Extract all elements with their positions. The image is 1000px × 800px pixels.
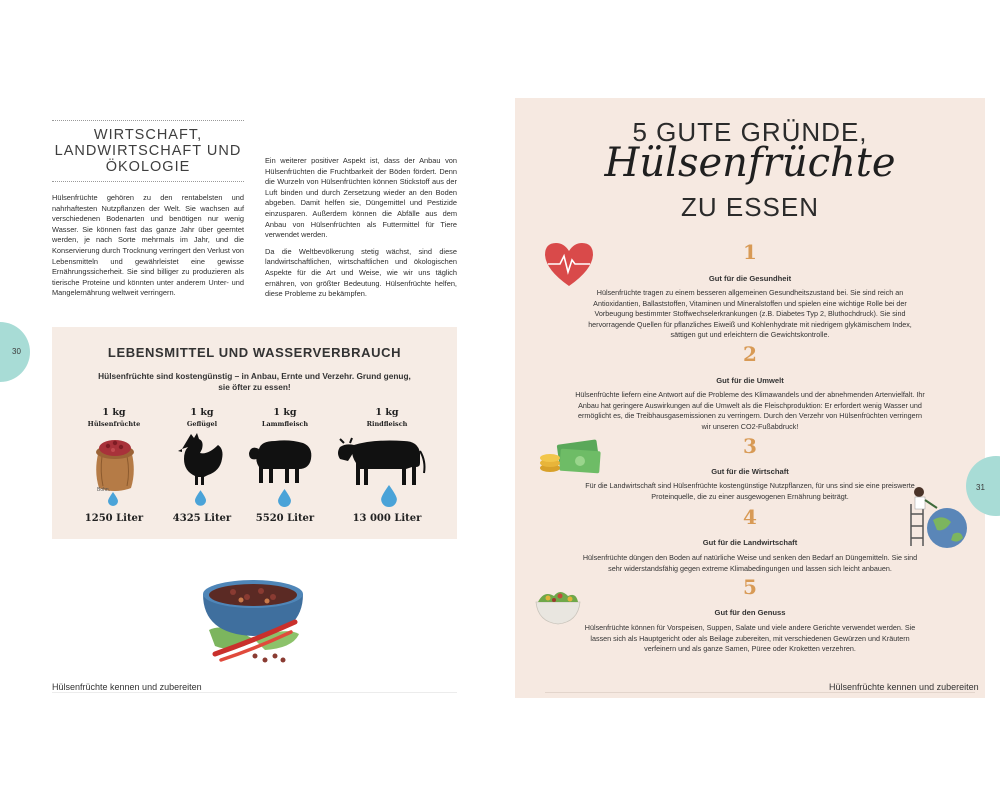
reason-heading: Gut für die Umwelt: [716, 376, 784, 385]
reason-number: 2: [743, 342, 757, 366]
title-line-1: 5 GUTE GRÜNDE,: [632, 117, 868, 147]
title-line-2: Hülsenfrüchte: [604, 140, 896, 186]
liters-value: 13 000 Liter: [352, 513, 422, 524]
page-number: 30: [12, 347, 21, 356]
footer-rule: [545, 692, 975, 693]
paragraph: Hülsenfrüchte gehören zu den rentabelsten und nahrhaftesten Nutzpflanzen der Welt. Sie wachsen auf verschiedenen Bodenarten und benötigen nur wenig Wasser. Sie können fast das ganze Jahr über geerntet werden, je nach Sorte mehrmals im Jahr, und die Konservierung durch Trocknung verringert den Verlust von Lebensmitteln und gewährleistet eine gewisse Ernährungssicherheit. Sie sind billiger zu produzieren als tierische Proteine und könnten unter anderem Unter- und Mangelernährung weltweit verringern.: [52, 193, 244, 298]
water-drop-icon: [108, 492, 118, 506]
food-name: Lammfleisch: [261, 420, 309, 428]
footer-text: Hülsenfrüchte kennen und zubereiten: [829, 682, 979, 692]
water-drop-icon: [195, 490, 206, 506]
liters-value: 5520 Liter: [255, 513, 315, 524]
bean-bowl-illustration: [195, 570, 315, 666]
reason-text: Für die Landwirtschaft sind Hülsenfrüchte kostengünstige Nutzpflanzen, für uns sind sie eine preiswerte Proteinquelle, die zu einer ausgewogenen Ernährung beiträgt.: [585, 481, 915, 501]
sheep-icon: [245, 435, 317, 485]
paragraph: Ein weiterer positiver Aspekt ist, dass der Anbau von Hülsenfrüchten die Fruchtbarkeit der Böden fördert. Denn die Wurzeln von Hülsenfrüchten können Stickstoff aus der Luft binden und durch Zersetzung wieder an den Boden abgeben. Damit helfen sie, Düngemittel und Pestizide einzusparen. Außerdem können die Abfälle aus dem Anbau von Hülsenfrüchten als Futtermittel für Tiere verwendet werden.: [265, 156, 457, 240]
reason-text: Hülsenfrüchte tragen zu einem besseren allgemeinen Gesundheitszustand bei. Sie sind reich an Antioxidantien, Ballaststoffen, Vitaminen und Mineralstoffen und spielen eine wichtige Rolle bei der Vorbeugung bestimmter Stoffwechselerkrankungen (z.B. Diabetes Typ 2, Bluthochdruck). Sie sind hervorragende Quellen für pflanzliches Eiweiß und Kohlenhydrate mit niedrigem glykämischem Index, sättigen gut und erleichtern die Gewichtskontrolle.: [588, 288, 912, 340]
reason-number: 4: [743, 505, 757, 529]
title-line-3: ZU ESSEN: [680, 192, 820, 222]
food-name: Geflügel: [186, 420, 218, 428]
reason-number: 1: [743, 240, 757, 264]
reason-text: Hülsenfrüchte düngen den Boden auf natürliche Weise und senken den Bedarf an Düngemitteln. Sie sind sehr widerstandsfähig gegen extreme Klimabedingungen und lassen sich leicht anbauen.: [582, 553, 918, 573]
food-name: Rindfleisch: [366, 420, 408, 428]
text-column-2: [265, 156, 457, 306]
liters-value: 1250 Liter: [84, 513, 144, 524]
reason-number: 5: [743, 575, 757, 599]
sack-label: Bohn.: [97, 487, 111, 493]
reason-text: Hülsenfrüchte können für Vorspeisen, Suppen, Salate und viele andere Gerichte verwendet werden. Sie lassen sich als Hauptgericht oder als Beilage zubereiten, mit verschiedenen Gewürzen und Kräutern verfeinern und als ganze Samen, Püree oder Kroketten verzehren.: [584, 623, 916, 654]
unit-label: 1 kg: [102, 407, 126, 418]
reason-heading: Gut für die Wirtschaft: [711, 467, 789, 476]
unit-label: 1 kg: [375, 407, 399, 418]
reason-heading: Gut für die Landwirtschaft: [702, 538, 798, 547]
reason-heading: Gut für die Gesundheit: [708, 274, 792, 283]
heading-line: LANDWIRTSCHAFT UND: [54, 143, 242, 159]
paragraph: Da die Weltbevölkerung stetig wächst, sind diese landwirtschaftlichen, wirtschaftlichen und ökologischen Aspekte für die Art und Weise, wie wir uns täglich ernähren, von größter Bedeutung. Hülsenfrüchte helfen, diese Probleme zu bekämpfen.: [265, 246, 457, 299]
heading-line: ÖKOLOGIE: [105, 159, 191, 175]
bean-sack-icon: [90, 432, 140, 494]
water-consumption-box: [52, 327, 457, 539]
chicken-icon: [174, 431, 230, 487]
unit-label: 1 kg: [190, 407, 214, 418]
box-title: LEBENSMITTEL UND WASSERVERBRAUCH: [107, 345, 402, 360]
water-drop-icon: [278, 489, 291, 507]
page-number: 31: [976, 483, 985, 492]
reason-text: Hülsenfrüchte liefern eine Antwort auf die Probleme des Klimawandels und der abnehmenden Artenvielfalt. Ihr Anbau hat geringere Auswirkungen auf die Umwelt als die Fleischproduktion: Er erfordert wenig Wasser und ermöglicht es, die Treibhausgasemissionen zu verringern. Durch den Verzehr von Hülsenfrüchten verringern wir unseren CO2-Fußabdruck!: [575, 390, 925, 431]
liters-value: 4325 Liter: [172, 513, 232, 524]
reason-heading: Gut für den Genuss: [714, 608, 786, 617]
section-heading: [52, 120, 244, 182]
footer-rule: [52, 692, 457, 693]
cow-icon: [334, 433, 430, 489]
water-drop-icon: [381, 485, 397, 507]
heading-line: WIRTSCHAFT,: [93, 127, 203, 143]
box-subtitle: Hülsenfrüchte sind kostengünstig – in Anbau, Ernte und Verzehr. Grund genug, sie öfter zu essen!: [98, 371, 411, 392]
text-column-1: [52, 193, 244, 305]
food-name: Hülsenfrüchte: [87, 420, 141, 428]
footer-text: Hülsenfrüchte kennen und zubereiten: [52, 682, 202, 692]
salad-bowl-icon: [532, 586, 584, 626]
reason-number: 3: [743, 434, 757, 458]
unit-label: 1 kg: [273, 407, 297, 418]
